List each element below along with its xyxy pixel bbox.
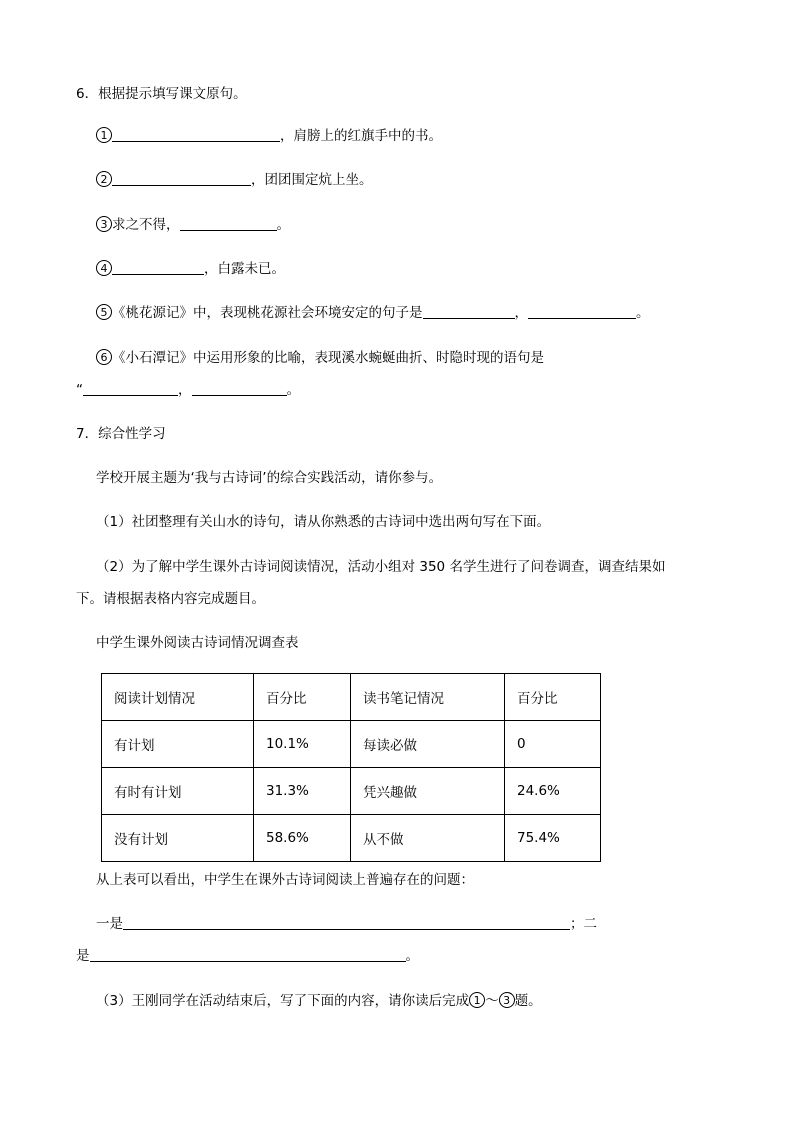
q6-item-6-answer-line: [76, 380, 300, 400]
table-cell: 75.4%: [505, 815, 601, 862]
answer-suffix: 。: [405, 948, 419, 964]
circled-number: 1: [96, 127, 112, 143]
item-text: ，团团围定炕上坐。: [251, 172, 373, 188]
table-cell: 每读必做: [351, 721, 505, 768]
table-header: 阅读计划情况: [102, 674, 254, 721]
table-cell: 10.1%: [254, 721, 351, 768]
item-text: 。: [276, 217, 290, 233]
table-title: 中学生课外阅读古诗词情况调查表: [96, 635, 299, 651]
q6-item-2: [96, 170, 373, 190]
q7-answer-line-1: [96, 914, 597, 934]
table-cell: 有时有计划: [102, 768, 254, 815]
item-text: （3）王刚同学在活动结束后，写了下面的内容，请你读后完成: [96, 993, 470, 1009]
table-header-row: [102, 674, 601, 721]
table-cell: 有计划: [102, 721, 254, 768]
item-text: 求之不得，: [112, 217, 180, 233]
answer-suffix: ；二: [570, 916, 597, 932]
q7-intro: 学校开展主题为‘我与古诗词’的综合实践活动，请你参与。: [96, 470, 443, 486]
table-header: 百分比: [254, 674, 351, 721]
q6-item-6: [96, 348, 544, 368]
table-header: 读书笔记情况: [351, 674, 505, 721]
item-text: ，: [514, 305, 528, 321]
circled-number: 6: [96, 349, 112, 365]
q6-item-5: [96, 303, 650, 323]
q6-item-1: [96, 126, 442, 146]
q6-title: 6．根据提示填写课文原句。: [76, 86, 247, 102]
item-text: 《桃花源记》中，表现桃花源社会环境安定的句子是: [112, 305, 423, 321]
table-cell: 58.6%: [254, 815, 351, 862]
quote-mark: “: [76, 382, 83, 398]
circled-number: 5: [96, 304, 112, 320]
q7-part2-line2: 下。请根据表格内容完成题目。: [76, 591, 265, 607]
answer-blank[interactable]: [112, 259, 204, 275]
q6-item-3: [96, 215, 290, 235]
answer-blank[interactable]: [192, 380, 287, 396]
q7-part1: （1）社团整理有关山水的诗句，请从你熟悉的古诗词中选出两句写在下面。: [96, 514, 551, 530]
answer-prefix: 一是: [96, 916, 123, 932]
circled-number: 3: [499, 992, 515, 1008]
circled-number: 2: [96, 171, 112, 187]
circled-number: 1: [469, 992, 485, 1008]
table-cell: 没有计划: [102, 815, 254, 862]
q6-item-4: [96, 259, 285, 279]
table-cell: 从不做: [351, 815, 505, 862]
item-text: ～: [485, 993, 499, 1009]
q7-part3: [96, 991, 542, 1011]
circled-number: 3: [96, 216, 112, 232]
item-text: 。: [286, 382, 300, 398]
answer-blank[interactable]: [112, 170, 251, 186]
table-cell: 0: [505, 721, 601, 768]
q7-title: 7．综合性学习: [76, 426, 166, 442]
table-row: [102, 815, 601, 862]
item-text: ，白露未已。: [204, 261, 285, 277]
table-cell: 31.3%: [254, 768, 351, 815]
answer-blank[interactable]: [423, 303, 515, 319]
item-text: 《小石潭记》中运用形象的比喻，表现溪水蜿蜒曲折、时隐时现的语句是: [112, 350, 544, 366]
item-text: ，: [178, 382, 192, 398]
answer-prefix: 是: [76, 948, 90, 964]
survey-table: [101, 673, 601, 862]
answer-blank[interactable]: [90, 946, 406, 962]
answer-blank[interactable]: [528, 303, 636, 319]
table-cell: 24.6%: [505, 768, 601, 815]
answer-blank[interactable]: [83, 380, 178, 396]
table-row: [102, 768, 601, 815]
answer-blank[interactable]: [123, 914, 570, 930]
q7-conclusion: 从上表可以看出，中学生在课外古诗词阅读上普遍存在的问题：: [96, 872, 474, 888]
table-row: [102, 721, 601, 768]
circled-number: 4: [96, 260, 112, 276]
item-text: ，肩膀上的红旗手中的书。: [280, 128, 442, 144]
table-cell: 凭兴趣做: [351, 768, 505, 815]
item-text: 题。: [514, 993, 542, 1009]
answer-blank[interactable]: [112, 126, 280, 142]
item-text: 。: [636, 305, 650, 321]
q7-answer-line-2: [76, 946, 419, 966]
q7-part2-line1: （2）为了解中学生课外古诗词阅读情况，活动小组对 350 名学生进行了问卷调查，调查结果如: [96, 559, 666, 575]
answer-blank[interactable]: [180, 215, 277, 231]
table-header: 百分比: [505, 674, 601, 721]
